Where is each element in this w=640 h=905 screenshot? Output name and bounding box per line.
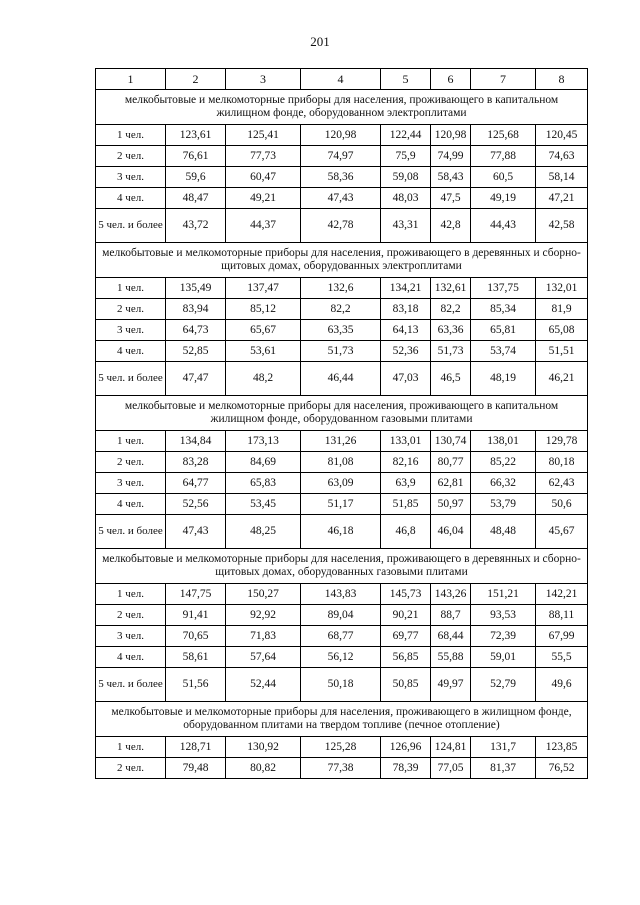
household-size-label: 1 чел. — [96, 278, 166, 299]
value-cell: 63,36 — [431, 320, 471, 341]
value-cell: 47,5 — [431, 188, 471, 209]
table-row — [96, 188, 588, 209]
value-cell: 58,43 — [431, 167, 471, 188]
table-row — [96, 473, 588, 494]
value-cell: 46,44 — [301, 362, 381, 396]
value-cell: 44,43 — [471, 209, 536, 243]
value-cell: 143,26 — [431, 584, 471, 605]
household-size-label: 1 чел. — [96, 737, 166, 758]
column-header: 4 — [301, 69, 381, 90]
value-cell: 52,85 — [166, 341, 226, 362]
value-cell: 50,85 — [381, 668, 431, 702]
value-cell: 53,45 — [226, 494, 301, 515]
section-header-row — [96, 396, 588, 431]
value-cell: 173,13 — [226, 431, 301, 452]
value-cell: 51,51 — [536, 341, 588, 362]
value-cell: 83,28 — [166, 452, 226, 473]
household-size-label: 2 чел. — [96, 146, 166, 167]
value-cell: 64,73 — [166, 320, 226, 341]
value-cell: 126,96 — [381, 737, 431, 758]
value-cell: 51,17 — [301, 494, 381, 515]
value-cell: 53,61 — [226, 341, 301, 362]
value-cell: 68,77 — [301, 626, 381, 647]
value-cell: 48,48 — [471, 515, 536, 549]
value-cell: 124,81 — [431, 737, 471, 758]
column-header: 2 — [166, 69, 226, 90]
value-cell: 64,13 — [381, 320, 431, 341]
table-row — [96, 209, 588, 243]
value-cell: 137,47 — [226, 278, 301, 299]
value-cell: 91,41 — [166, 605, 226, 626]
value-cell: 65,67 — [226, 320, 301, 341]
value-cell: 47,03 — [381, 362, 431, 396]
value-cell: 145,73 — [381, 584, 431, 605]
value-cell: 55,5 — [536, 647, 588, 668]
household-size-label: 3 чел. — [96, 626, 166, 647]
value-cell: 63,35 — [301, 320, 381, 341]
value-cell: 123,61 — [166, 125, 226, 146]
table-row — [96, 758, 588, 779]
value-cell: 93,53 — [471, 605, 536, 626]
value-cell: 51,73 — [301, 341, 381, 362]
household-size-label: 3 чел. — [96, 473, 166, 494]
value-cell: 75,9 — [381, 146, 431, 167]
value-cell: 46,21 — [536, 362, 588, 396]
value-cell: 49,19 — [471, 188, 536, 209]
value-cell: 46,5 — [431, 362, 471, 396]
value-cell: 123,85 — [536, 737, 588, 758]
value-cell: 65,83 — [226, 473, 301, 494]
column-header: 7 — [471, 69, 536, 90]
value-cell: 53,74 — [471, 341, 536, 362]
household-size-label: 2 чел. — [96, 758, 166, 779]
value-cell: 132,01 — [536, 278, 588, 299]
value-cell: 71,83 — [226, 626, 301, 647]
value-cell: 74,63 — [536, 146, 588, 167]
table-row — [96, 125, 588, 146]
household-size-label: 1 чел. — [96, 431, 166, 452]
value-cell: 48,2 — [226, 362, 301, 396]
value-cell: 47,21 — [536, 188, 588, 209]
value-cell: 60,5 — [471, 167, 536, 188]
household-size-label: 4 чел. — [96, 647, 166, 668]
value-cell: 151,21 — [471, 584, 536, 605]
household-size-label: 1 чел. — [96, 584, 166, 605]
table-row — [96, 362, 588, 396]
household-size-label: 4 чел. — [96, 188, 166, 209]
value-cell: 59,08 — [381, 167, 431, 188]
value-cell: 84,69 — [226, 452, 301, 473]
value-cell: 77,73 — [226, 146, 301, 167]
value-cell: 66,32 — [471, 473, 536, 494]
value-cell: 83,94 — [166, 299, 226, 320]
value-cell: 48,19 — [471, 362, 536, 396]
value-cell: 147,75 — [166, 584, 226, 605]
table-row — [96, 146, 588, 167]
value-cell: 47,43 — [166, 515, 226, 549]
household-size-label: 2 чел. — [96, 452, 166, 473]
value-cell: 64,77 — [166, 473, 226, 494]
value-cell: 58,61 — [166, 647, 226, 668]
value-cell: 78,39 — [381, 758, 431, 779]
value-cell: 90,21 — [381, 605, 431, 626]
value-cell: 80,77 — [431, 452, 471, 473]
value-cell: 82,2 — [301, 299, 381, 320]
table-row — [96, 320, 588, 341]
table-body — [96, 69, 588, 779]
section-title: мелкобытовые и мелкомоторные приборы для населения, проживающего в капитальном жилищном фонде, оборудованном газовыми плитами — [96, 396, 588, 431]
value-cell: 72,39 — [471, 626, 536, 647]
value-cell: 138,01 — [471, 431, 536, 452]
value-cell: 88,7 — [431, 605, 471, 626]
value-cell: 80,18 — [536, 452, 588, 473]
table-row — [96, 299, 588, 320]
value-cell: 122,44 — [381, 125, 431, 146]
value-cell: 51,56 — [166, 668, 226, 702]
value-cell: 50,6 — [536, 494, 588, 515]
value-cell: 49,21 — [226, 188, 301, 209]
value-cell: 43,31 — [381, 209, 431, 243]
value-cell: 67,99 — [536, 626, 588, 647]
value-cell: 81,9 — [536, 299, 588, 320]
value-cell: 77,05 — [431, 758, 471, 779]
household-size-label: 5 чел. и более — [96, 362, 166, 396]
value-cell: 131,7 — [471, 737, 536, 758]
value-cell: 76,52 — [536, 758, 588, 779]
value-cell: 44,37 — [226, 209, 301, 243]
value-cell: 150,27 — [226, 584, 301, 605]
table-row — [96, 167, 588, 188]
value-cell: 58,14 — [536, 167, 588, 188]
value-cell: 55,88 — [431, 647, 471, 668]
value-cell: 134,84 — [166, 431, 226, 452]
value-cell: 51,85 — [381, 494, 431, 515]
value-cell: 142,21 — [536, 584, 588, 605]
household-size-label: 2 чел. — [96, 299, 166, 320]
value-cell: 60,47 — [226, 167, 301, 188]
value-cell: 85,34 — [471, 299, 536, 320]
value-cell: 53,79 — [471, 494, 536, 515]
value-cell: 52,36 — [381, 341, 431, 362]
value-cell: 68,44 — [431, 626, 471, 647]
column-header: 8 — [536, 69, 588, 90]
value-cell: 128,71 — [166, 737, 226, 758]
value-cell: 131,26 — [301, 431, 381, 452]
value-cell: 42,8 — [431, 209, 471, 243]
value-cell: 74,97 — [301, 146, 381, 167]
value-cell: 47,43 — [301, 188, 381, 209]
value-cell: 59,6 — [166, 167, 226, 188]
value-cell: 50,18 — [301, 668, 381, 702]
value-cell: 48,47 — [166, 188, 226, 209]
value-cell: 65,08 — [536, 320, 588, 341]
value-cell: 56,12 — [301, 647, 381, 668]
value-cell: 42,78 — [301, 209, 381, 243]
value-cell: 46,8 — [381, 515, 431, 549]
value-cell: 137,75 — [471, 278, 536, 299]
value-cell: 81,37 — [471, 758, 536, 779]
value-cell: 89,04 — [301, 605, 381, 626]
value-cell: 80,82 — [226, 758, 301, 779]
household-size-label: 5 чел. и более — [96, 668, 166, 702]
value-cell: 133,01 — [381, 431, 431, 452]
value-cell: 77,88 — [471, 146, 536, 167]
value-cell: 63,09 — [301, 473, 381, 494]
value-cell: 69,77 — [381, 626, 431, 647]
value-cell: 88,11 — [536, 605, 588, 626]
value-cell: 120,98 — [301, 125, 381, 146]
household-size-label: 2 чел. — [96, 605, 166, 626]
value-cell: 49,97 — [431, 668, 471, 702]
value-cell: 48,25 — [226, 515, 301, 549]
household-size-label: 5 чел. и более — [96, 515, 166, 549]
value-cell: 81,08 — [301, 452, 381, 473]
header-row — [96, 69, 588, 90]
value-cell: 59,01 — [471, 647, 536, 668]
table-row — [96, 647, 588, 668]
value-cell: 58,36 — [301, 167, 381, 188]
section-title: мелкобытовые и мелкомоторные приборы для населения, проживающего в деревянных и сборно-щитовых домах, оборудованных электроплитами — [96, 243, 588, 278]
value-cell: 45,67 — [536, 515, 588, 549]
table-row — [96, 626, 588, 647]
value-cell: 85,12 — [226, 299, 301, 320]
section-title: мелкобытовые и мелкомоторные приборы для населения, проживающего в жилищном фонде, оборудованном плитами на твердом топливе (печное отопление) — [96, 702, 588, 737]
household-size-label: 1 чел. — [96, 125, 166, 146]
value-cell: 134,21 — [381, 278, 431, 299]
value-cell: 57,64 — [226, 647, 301, 668]
value-cell: 70,65 — [166, 626, 226, 647]
value-cell: 49,6 — [536, 668, 588, 702]
value-cell: 92,92 — [226, 605, 301, 626]
value-cell: 125,41 — [226, 125, 301, 146]
household-size-label: 3 чел. — [96, 167, 166, 188]
column-header: 5 — [381, 69, 431, 90]
value-cell: 63,9 — [381, 473, 431, 494]
table-row — [96, 668, 588, 702]
value-cell: 130,74 — [431, 431, 471, 452]
value-cell: 125,28 — [301, 737, 381, 758]
table-row — [96, 515, 588, 549]
table-row — [96, 431, 588, 452]
section-header-row — [96, 90, 588, 125]
value-cell: 120,98 — [431, 125, 471, 146]
table-row — [96, 341, 588, 362]
table-row — [96, 737, 588, 758]
page-number: 201 — [310, 34, 330, 49]
section-title: мелкобытовые и мелкомоторные приборы для населения, проживающего в капитальном жилищном фонде, оборудованном электроплитами — [96, 90, 588, 125]
value-cell: 56,85 — [381, 647, 431, 668]
value-cell: 48,03 — [381, 188, 431, 209]
value-cell: 85,22 — [471, 452, 536, 473]
table-row — [96, 584, 588, 605]
column-header: 3 — [226, 69, 301, 90]
value-cell: 47,47 — [166, 362, 226, 396]
value-cell: 82,16 — [381, 452, 431, 473]
value-cell: 46,18 — [301, 515, 381, 549]
value-cell: 125,68 — [471, 125, 536, 146]
value-cell: 129,78 — [536, 431, 588, 452]
value-cell: 77,38 — [301, 758, 381, 779]
value-cell: 130,92 — [226, 737, 301, 758]
column-header: 6 — [431, 69, 471, 90]
section-header-row — [96, 549, 588, 584]
value-cell: 52,56 — [166, 494, 226, 515]
section-title: мелкобытовые и мелкомоторные приборы для населения, проживающего в деревянных и сборно-щитовых домах, оборудованных газовыми плитами — [96, 549, 588, 584]
value-cell: 82,2 — [431, 299, 471, 320]
value-cell: 43,72 — [166, 209, 226, 243]
household-size-label: 4 чел. — [96, 494, 166, 515]
section-header-row — [96, 702, 588, 737]
value-cell: 120,45 — [536, 125, 588, 146]
value-cell: 50,97 — [431, 494, 471, 515]
value-cell: 83,18 — [381, 299, 431, 320]
household-size-label: 5 чел. и более — [96, 209, 166, 243]
value-cell: 52,79 — [471, 668, 536, 702]
value-cell: 52,44 — [226, 668, 301, 702]
household-size-label: 3 чел. — [96, 320, 166, 341]
section-header-row — [96, 243, 588, 278]
table-row — [96, 278, 588, 299]
table-row — [96, 605, 588, 626]
value-cell: 42,58 — [536, 209, 588, 243]
household-size-label: 4 чел. — [96, 341, 166, 362]
value-cell: 76,61 — [166, 146, 226, 167]
value-cell: 79,48 — [166, 758, 226, 779]
value-cell: 51,73 — [431, 341, 471, 362]
value-cell: 132,61 — [431, 278, 471, 299]
value-cell: 62,81 — [431, 473, 471, 494]
value-cell: 65,81 — [471, 320, 536, 341]
value-cell: 62,43 — [536, 473, 588, 494]
table-row — [96, 494, 588, 515]
value-cell: 46,04 — [431, 515, 471, 549]
tariff-table — [95, 68, 588, 779]
value-cell: 143,83 — [301, 584, 381, 605]
value-cell: 74,99 — [431, 146, 471, 167]
value-cell: 132,6 — [301, 278, 381, 299]
table-row — [96, 452, 588, 473]
value-cell: 135,49 — [166, 278, 226, 299]
column-header: 1 — [96, 69, 166, 90]
